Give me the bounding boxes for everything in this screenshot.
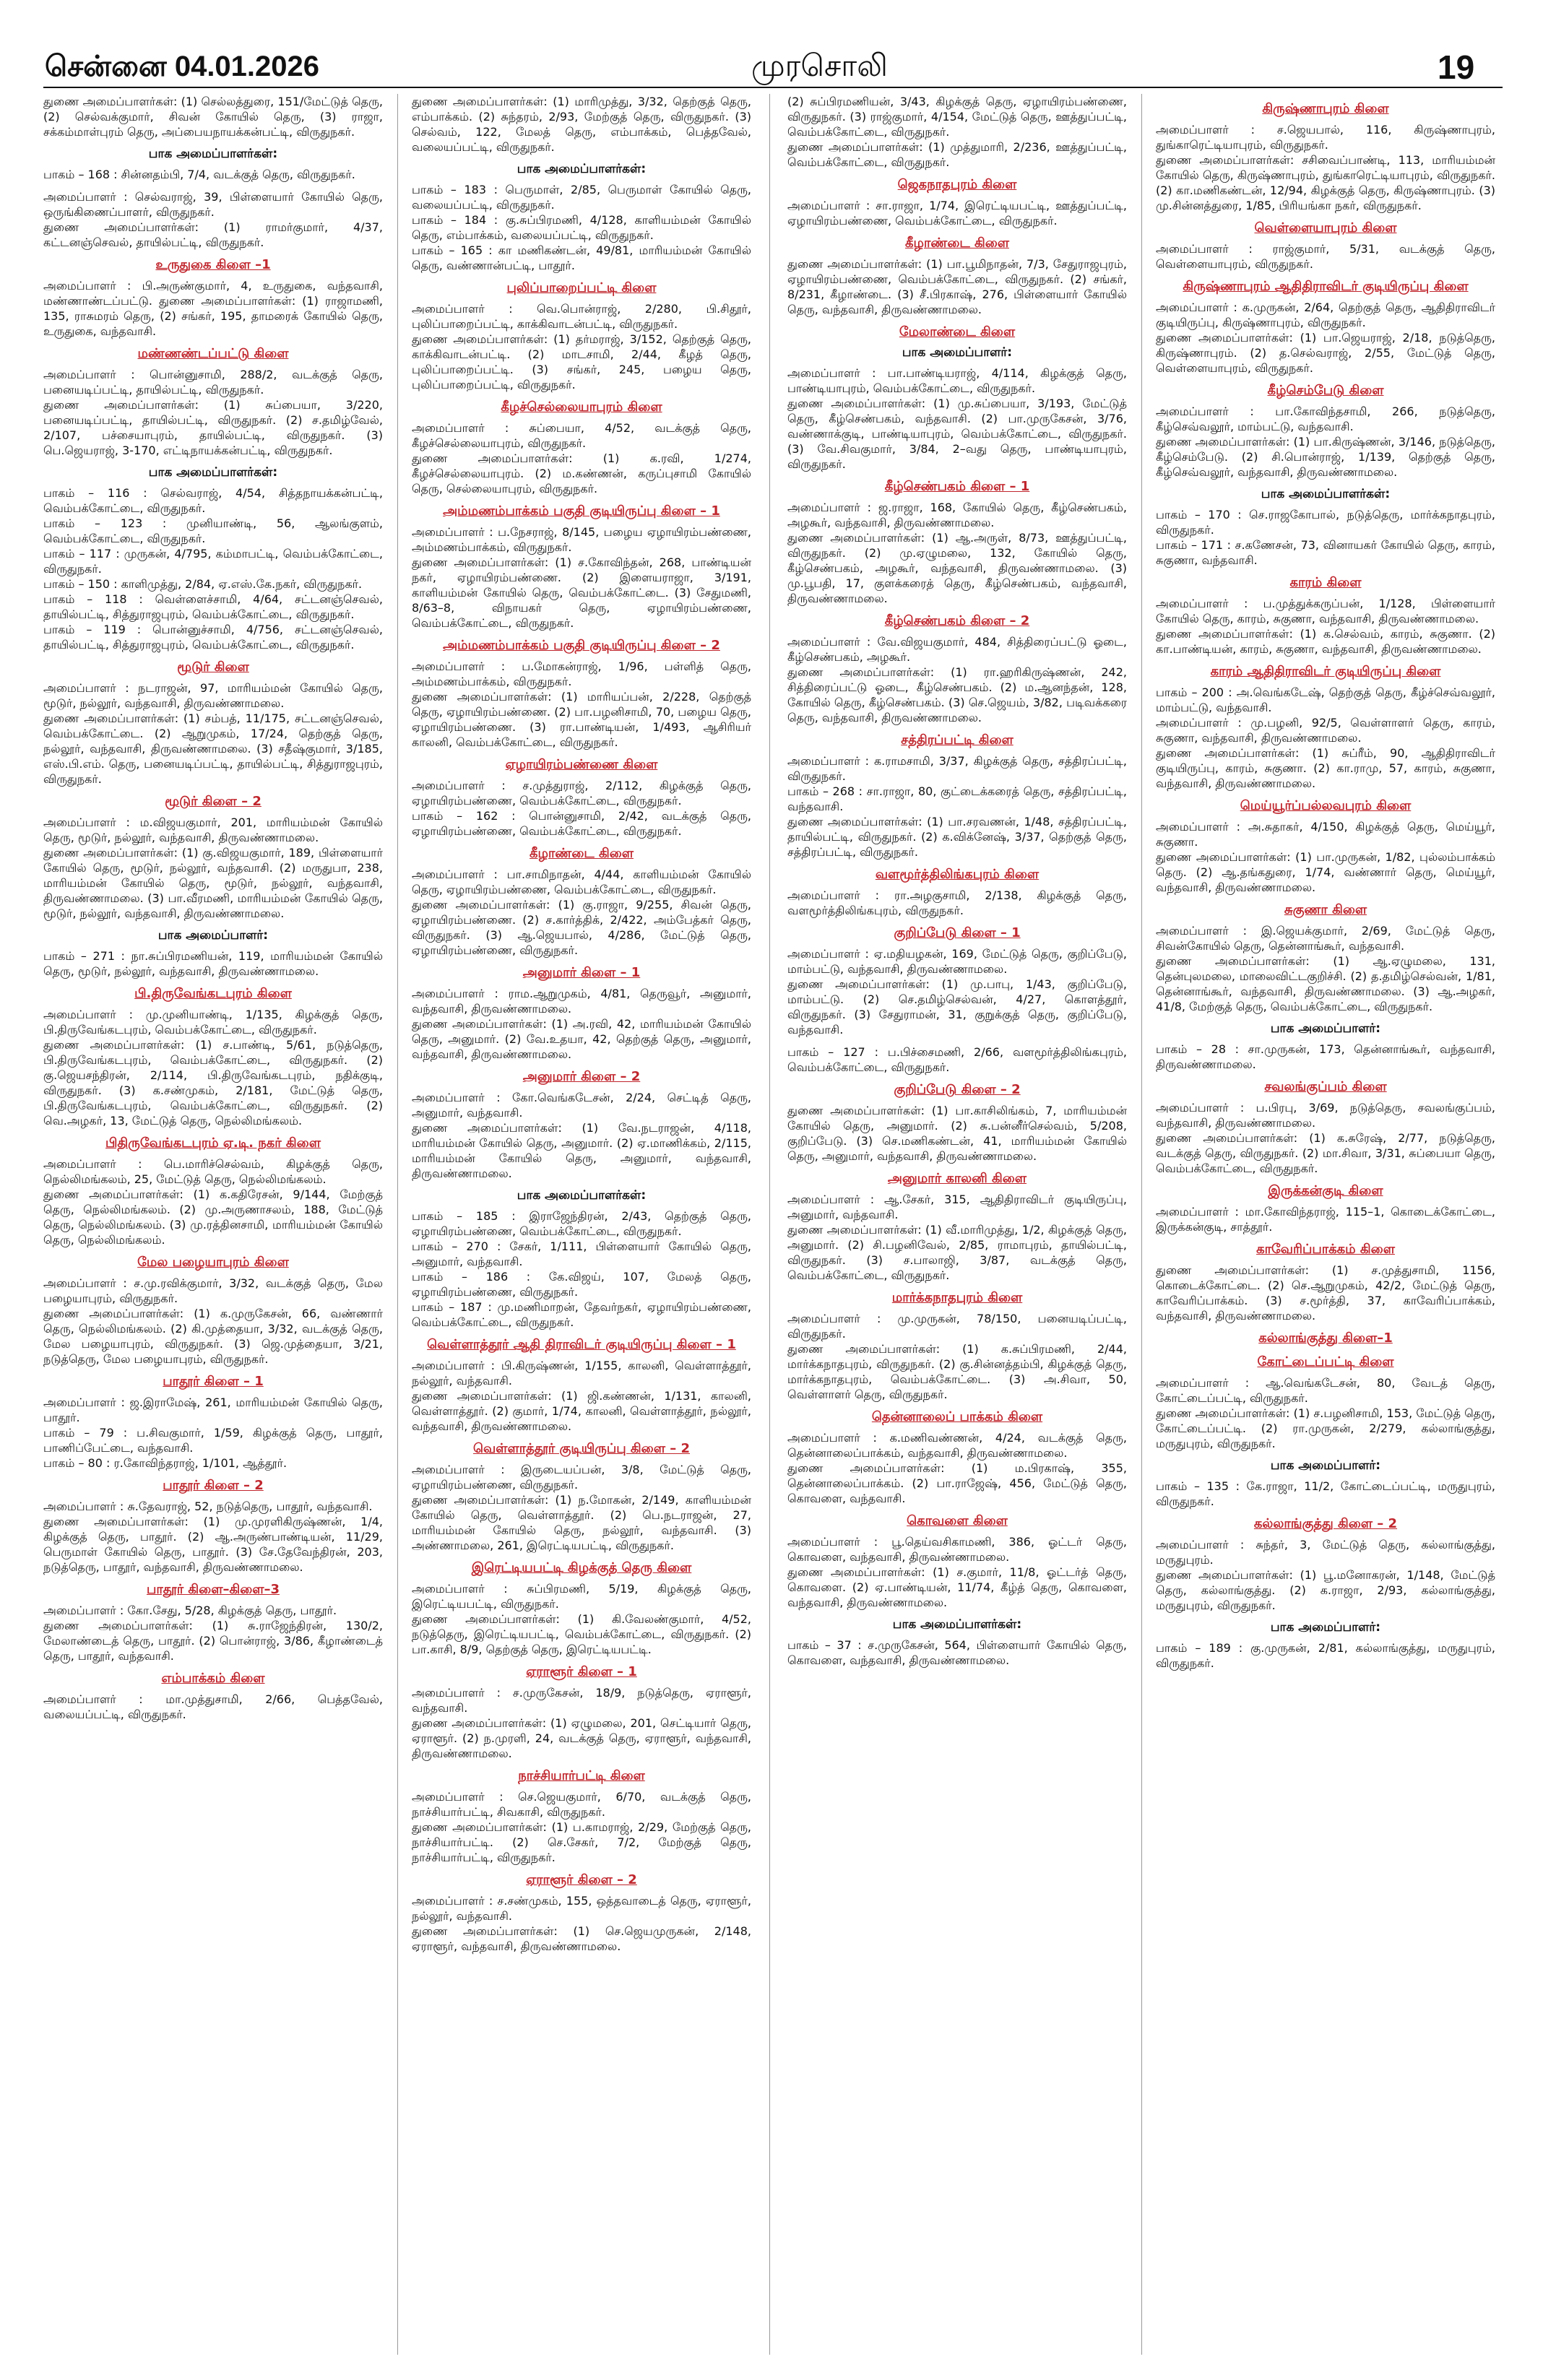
entry-line: அமைப்பாளர் : பி.கிருஷ்ணன், 1/155, காலனி, வெள்ளாத்தூர், நல்லூர், வந்தவாசி. [412,1359,751,1388]
branch-heading: கீழச்செல்லையாபுரம் கிளை [501,399,662,415]
branch-heading: கீழாண்டை கிளை [905,235,1009,251]
entry-line: பாகம் – 170 : செ.ராஜகோபால், நடுத்தெரு, மார்க்கநாதபுரம், விருதுநகர். [1156,508,1495,537]
text-block [412,1581,751,1657]
entry-line: அமைப்பாளர் : சுப்பையா, 4/52, வடக்குத் தெரு, கீழச்செல்லையாபுரம், விருதுநகர். [412,421,751,450]
entry-line: துணை அமைப்பாளர்கள்: (1) வே.நடராஜன், 4/118, மாரியம்மன் கோயில் தெரு, அனுமார். (2) ஏ.மாணிக்கம், 2/115, மாரியம்மன் கோயில் தெரு, அனுமார், வந்தவாசி, திருவண்ணாமலை. [412,1121,751,1180]
text-block [1156,241,1495,272]
entry-line: துணை அமைப்பாளர்கள்: (1) ம.பிரகாஷ், 355, தென்னாலைப்பாக்கம். (2) பா.ராஜேஷ், 456, மேட்டுத் தெரு, கொவளை, வந்தவாசி. [787,1461,1127,1505]
entry-line: துணை அமைப்பாளர்கள்: (1) பா.சரவணன், 1/48, சத்திரப்பட்டி, தாயில்பட்டி, விருதுநகர். (2) க.விக்னேஷ், 3/37, தெற்குத் தெரு, சத்திரப்பட்டி, விருதுநகர். [787,815,1127,859]
entry-line: அமைப்பாளர் : பெ.மாரிச்செல்வம், கிழக்குத் தெரு, நெல்லிமங்கலம், 25, மேட்டுத் தெரு, நெல்லிமங்கலம். [43,1157,383,1186]
text-block [43,189,383,250]
text-block [787,946,1127,1037]
branch-heading: கீழ்செண்பகம் கிளை – 2 [884,613,1030,628]
text-block [787,1311,1127,1402]
text-block [1156,685,1495,791]
entry-line: துணை அமைப்பாளர்கள்: (1) க.செல்வம், காரம், சுகுணா. (2) கா.பாண்டியன், காரம், சுகுணா, வந்தவாசி, திருவண்ணாமலை. [1156,627,1495,656]
entry-line: அமைப்பாளர் : இருடையப்பன், 3/8, மேட்டுத் தெரு, ஏழாயிரம்பண்ணை, விருதுநகர். [412,1463,751,1492]
entry-line: அமைப்பாளர் : பொன்னுசாமி, 288/2, வடக்குத் தெரு, பனையடிப்பட்டி, தாயில்பட்டி, விருதுநகர். [43,368,383,397]
entry-line: துணை அமைப்பாளர்கள்: (1) ராமர்குமார், 4/37, கட்டனஞ்செவல், தாயில்பட்டி, விருதுநகர். [43,220,383,249]
sub-heading: பாக அமைப்பாளர்கள்: [148,147,278,161]
text-block [1156,596,1495,657]
branch-heading: சுகுணா கிளை [1284,902,1367,917]
branch-heading: பி.திருவேங்கடபுரம் கிளை [134,986,292,1001]
entry-line: பாகம் – 123 : முனியாண்டி, 56, ஆலங்குளம், வெம்பக்கோட்டை, விருதுநகர். [43,516,383,545]
branch-heading: கீழாண்டை கிளை [530,846,634,861]
entry-line: பாகம் – 37 : ச.முருகேசன், 564, பிள்ளையார் கோயில் தெரு, கொவளை, வந்தவாசி, திருவண்ணாமலை. [787,1638,1127,1667]
entry-line: அமைப்பாளர் : மு.முருகன், 78/150, பனையடிப்பட்டி, விருதுநகர். [787,1312,1127,1341]
entry-line: பாகம் – 171 : ச.கணேசன், 73, வினாயகர் கோயில் தெரு, காரம், சுகுணா, வந்தவாசி. [1156,538,1495,567]
text-block [43,815,383,921]
text-block [412,1462,751,1553]
branch-heading: மெய்யூர்ப்பல்லவபுரம் கிளை [1240,798,1412,813]
entry-line: அமைப்பாளர் : ம.விஜயகுமார், 201, மாரியம்மன் கோயில் தெரு, மூடுர், நல்லூர், வந்தவாசி, திருவண்ணாமலை. [43,815,383,844]
entry-line: துணை அமைப்பாளர்கள்: (1) பூ.மனோகரன், 1/148, மேட்டுத் தெரு, கல்லாங்குத்து. (2) க.ராஜா, 2/93, கல்லாங்குத்து, மருதுபுரம், விருதுநகர். [1156,1568,1495,1612]
entry-line: துணை அமைப்பாளர்கள்: (1) ஆ.ஏழுமலை, 131, தென்புலமலை, மாலைவிட்டகுறிச்சி. (2) த.தமிழ்செல்வன், 1/81, தென்னாங்கூர், வந்தவாசி, திருவண்ணாமலை. (3) ஆ.அழகர், 41/8, மேற்குத் தெரு, வெம்பக்கோட்டை, விருதுநகர். [1156,954,1495,1013]
text-block [787,753,1127,860]
entry-line: துணை அமைப்பாளர்கள்: (1) பா.பூமிநாதன், 7/3, சேதுராஜபுரம், ஏழாயிரம்பண்ணை, வெம்பக்கோட்டை, விருதுநகர். (2) சங்கர், 8/231, கீழாண்டை. (3) சீ.பிரகாஷ், 276, பிள்ளையார் கோயில் தெரு, வந்தவாசி, திருவண்ணாமலை. [787,257,1127,316]
branch-heading: கல்லாங்குத்து கிளை – 2 [1253,1516,1398,1531]
entry-line: பாகம் – 187 : மு.மணிமாறன், தேவர்நகர், ஏழாயிரம்பண்ணை, வெம்பக்கோட்டை, விருதுநகர். [412,1300,751,1329]
entry-line: பாகம் – 116 : செல்வராஜ், 4/54, சித்தநாயக்கன்பட்டி, வெம்பக்கோட்டை, விருதுநகர். [43,486,383,515]
branch-heading: காரம் ஆதிதிராவிடர் குடியிருப்பு கிளை [1210,664,1441,679]
entry-line: துணை அமைப்பாளர்கள்: (1) ஏழுமலை, 201, செட்டியார் தெரு, ஏராளூர். (2) ந.முரளி, 24, வடக்குத் தெரு, ஏராளூர், வந்தவாசி, திருவண்ணாமலை. [412,1716,751,1760]
text-block [1156,300,1495,376]
entry-line: அமைப்பாளர் : ச.சண்முகம், 155, ஒத்தவாடைத் தெரு, ஏராளூர், நல்லூர், வந்தவாசி. [412,1894,751,1923]
edition-date: சென்னை 04.01.2026 [45,51,320,82]
entry-line: பாகம் – 79 : ப.சிவகுமார், 1/59, கிழக்குத் தெரு, பாதூர், பாணிப்பேட்டை, வந்தவாசி. [43,1426,383,1455]
entry-line: துணை அமைப்பாளர்கள்: (1) ச.முத்துசாமி, 1156, கொடைக்கோட்டை. (2) செ.ஆறுமுகம், 42/2, மேட்டுத் தெரு, காவேரிப்பாக்கம். (3) ச.மூர்த்தி, 37, காவேரிப்பாக்கம், வந்தவாசி, திருவண்ணாமலை. [1156,1263,1495,1323]
text-block [787,198,1127,228]
text-block [412,420,751,496]
entry-line: அமைப்பாளர் : ஜ.ராஜா, 168, கோயில் தெரு, கீழ்செண்பகம், அழகூர், வந்தவாசி, திருவண்ணாமலை. [787,501,1127,529]
sub-heading: பாக அமைப்பாளர்: [1270,1021,1381,1036]
entry-line: துணை அமைப்பாளர்கள்: (1) கி.வேலண்குமார், 4/52, நடுத்தெரு, இரெட்டியபட்டி, வெம்பக்கோட்டை, விருதுநகர். (2) பா.காசி, 8/9, தெற்குத் தெரு, இரெட்டியபட்டி. [412,1612,751,1656]
text-block [43,367,383,458]
text-block [1156,1263,1495,1323]
entry-line: அமைப்பாளர் : ராம.ஆறுமுகம், 4/81, தெருவூர், அனுமார், வந்தவாசி, திருவண்ணாமலை. [412,987,751,1016]
branch-heading: உருதுகை கிளை –1 [155,257,271,272]
text-block [1156,923,1495,1014]
text-block [412,1685,751,1761]
entry-line: துணை அமைப்பாளர்கள்: (1) ப.காமராஜ், 2/29, மேற்குத் தெரு, நாச்சியார்பட்டி. (2) செ.சேகர், 7/2, மேற்குத் தெரு, நாச்சியார்பட்டி, விருதுநகர். [412,1820,751,1864]
entry-line: துணை அமைப்பாளர்கள்: (1) தர்மராஜ், 3/152, தெற்குத் தெரு, காக்கிவாடன்பட்டி. (2) மாடசாமி, 2/44, கீழத் தெரு, புலிப்பாறைப்பட்டி. (3) சங்கர், 245, பழைய தெரு, புலிப்பாறைப்பட்டி, விருதுநகர். [412,332,751,391]
text-block [43,1276,383,1367]
entry-line: பாகம் – 165 : கா மணிகண்டன், 49/81, மாரியம்மன் கோயில் தெரு, வண்ணான்பட்டி, பாதூர். [412,243,751,272]
column-divider [769,94,770,2355]
text-block [787,94,1127,170]
sub-heading: பாக அமைப்பாளர்கள்: [517,1188,647,1203]
branch-heading: பிதிருவேங்கடபுரம் ஏ.டி. நகர் கிளை [105,1135,321,1151]
text-block [787,1534,1127,1610]
entry-line: துணை அமைப்பாளர்கள்: (1) பா.ஜெயராஜ், 2/18, நடுத்தெரு, கிருஷ்ணாபுரம். (2) த.செல்வராஜ், 2/55, மேட்டுத் தெரு, வெள்ளையாபுரம், விருதுநகர். [1156,331,1495,375]
branch-heading: சவலங்குப்பம் கிளை [1264,1079,1387,1094]
entry-line: பாகம் – 186 : கே.விஜய், 107, மேலத் தெரு, ஏழாயிரம்பண்ணை, விருதுநகர். [412,1270,751,1299]
entry-line: பாகம் – 271 : நா.சுப்பிரமணியன், 119, மாரியம்மன் கோயில் தெரு, மூடுர், நல்லூர், வந்தவாசி, திருவண்ணாமலை. [43,949,383,978]
text-block [43,1156,383,1247]
entry-line: அமைப்பாளர் : செல்வராஜ், 39, பிள்ளையார் கோயில் தெரு, ஒருங்கிணைப்பாளர், விருதுநகர். [43,190,383,219]
branch-heading: சத்திரப்பட்டி கிளை [901,732,1013,748]
entry-line: பாகம் – 127 : ப.பிச்சைமணி, 2/66, வளமூர்த்திலிங்கபுரம், வெம்பக்கோட்டை, விருதுநகர். [787,1045,1127,1074]
branch-heading: கிருஷ்ணாபுரம் கிளை [1262,101,1389,116]
branch-heading: குறிப்பேடு கிளை – 1 [894,925,1021,940]
entry-line: பாகம் – 162 : பொன்னுசாமி, 2/42, வடக்குத் தெரு, ஏழாயிரம்பண்ணை, வெம்பக்கோட்டை, விருதுநகர். [412,809,751,838]
entry-line: துணை அமைப்பாளர்கள்: (1) க.ரவி, 1/274, கீழச்செல்லையாபுரம். (2) ம.கண்ணன், கருப்புசாமி கோயில் தெரு, செல்லையாபுரம், விருதுநகர். [412,451,751,496]
entry-line: பாகம் – 183 : பெருமாள், 2/85, பெருமாள் கோயில் தெரு, வலையப்பட்டி, விருதுநகர். [412,183,751,212]
sub-heading: பாக அமைப்பாளர்: [1270,1458,1381,1473]
entry-line: பாகம் – 135 : கே.ராஜா, 11/2, கோட்டைப்பட்டி, மருதுபுரம், விருதுநகர். [1156,1479,1495,1508]
entry-line: பாகம் – 270 : சேகர், 1/111, பிள்ளையார் கோயில் தெரு, அனுமார், வந்தவாசி. [412,1239,751,1268]
entry-line: அமைப்பாளர் : ஏ.மதியழகன், 169, மேட்டுத் தெரு, குறிப்பேடு, மாம்பட்டு, வந்தவாசி, திருவண்ணாமலை. [787,947,1127,976]
branch-heading: கிருஷ்ணாபுரம் ஆதிதிராவிடர் குடியிருப்பு கிளை [1183,279,1469,294]
entry-line: பாகம் – 28 : சா.முருகன், 173, தென்னாங்கூர், வந்தவாசி, திருவண்ணாமலை. [1156,1042,1495,1071]
entry-line: அமைப்பாளர் : சா.ராஜா, 1/74, இரெட்டியபட்டி, ஊத்துப்பட்டி, ஏழாயிரம்பண்ணை, வெம்பக்கோட்டை, விருதுநகர். [787,199,1127,228]
page-number: 19 [1438,48,1475,86]
entry-line: துணை அமைப்பாளர்கள்: (1) க.முருகேசன், 66, வண்ணார் தெரு, நெல்லிமங்கலம். (2) கி.முத்தையா, 3/32, வடக்குத் தெரு, மேல பழையாபுரம், விருதுநகர். (3) ஜெ.முத்தையா, 3/21, நடுத்தெரு, மேல பழையாபுரம், விருதுநகர். [43,1307,383,1366]
entry-line: அமைப்பாளர் : ப.முத்துக்கருப்பன், 1/128, பிள்ளையார் கோயில் தெரு, காரம், சுகுணா, வந்தவாசி, திருவண்ணாமலை. [1156,597,1495,626]
branch-heading: ஜெகநாதபுரம் கிளை [897,177,1017,192]
entry-line: அமைப்பாளர் : கோ.வெங்கடேசன், 2/24, செட்டித் தெரு, அனுமார், வந்தவாசி. [412,1091,751,1120]
branch-heading: அனுமார் கிளை – 1 [522,965,641,980]
sub-heading: பாக அமைப்பாளர்கள்: [1261,487,1391,501]
branch-heading: இரெட்டியபட்டி கிழக்குத் தெரு கிளை [471,1560,692,1575]
entry-line: துணை அமைப்பாளர்கள்: (1) முத்துமாரி, 2/236, ஊத்துப்பட்டி, வெம்பக்கோட்டை, விருதுநகர். [787,140,1127,169]
text-block [43,948,383,979]
entry-line: அமைப்பாளர் : நடராஜன், 97, மாரியம்மன் கோயில் தெரு, மூடுர், நல்லூர், வந்தவாசி, திருவண்ணாமலை. [43,681,383,710]
branch-heading: மேலாண்டை கிளை [899,324,1016,339]
text-block [43,278,383,339]
text-block [1156,122,1495,213]
text-block [1156,819,1495,895]
branch-heading: வளமூர்த்திலிங்கபுரம் கிளை [875,867,1040,882]
column-divider [1141,94,1142,2355]
entry-line: அமைப்பாளர் : செ.ஜெயகுமார், 6/70, வடக்குத் தெரு, நாச்சியார்பட்டி, சிவகாசி, விருதுநகர். [412,1790,751,1819]
entry-line: துணை அமைப்பாளர்கள்: (1) மு.பாபு, 1/43, குறிப்பேடு, மாம்பட்டு. (2) செ.தமிழ்செல்வன், 4/27, கொளத்தூர், விருதுநகர். (3) சேதுராமன், 31, குறுக்குத் தெரு, குறிப்பேடு, வந்தவாசி. [787,977,1127,1037]
entry-line: துணை அமைப்பாளர்கள்: (1) வீ.மாரிமுத்து, 1/2, கிழக்குத் தெரு, அனுமார். (2) சி.பழனிவேல், 2/85, ராமாபுரம், தாயில்பட்டி, விருதுநகர். (3) ச.பாலாஜி, 3/87, வடக்குத் தெரு, வெம்பக்கோட்டை, விருதுநகர். [787,1223,1127,1282]
text-block [43,1395,383,1471]
column-1 [43,94,383,2355]
entry-line: அமைப்பாளர் : பா.பாண்டியராஜ், 4/114, கிழக்குத் தெரு, பாண்டியாபுரம், வெம்பக்கோட்டை, விருதுநகர். [787,366,1127,395]
text-block [412,94,751,155]
entry-line: அமைப்பாளர் : ப.பிரபு, 3/69, நடுத்தெரு, சவலங்குப்பம், வந்தவாசி, திருவண்ணாமலை. [1156,1101,1495,1130]
branch-heading: கொவளை கிளை [907,1513,1008,1528]
branch-heading: அனுமார் கிளை – 2 [522,1069,641,1084]
text-block [412,1893,751,1954]
branch-heading: ஏராளூர் கிளை – 2 [526,1872,637,1887]
text-block [787,1192,1127,1283]
entry-line: துணை அமைப்பாளர்கள்: (1) சு.ராஜேந்திரன், 130/2, மேலாண்டைத் தெரு, பாதூர். (2) பொன்ராஜ், 3/86, கீழாண்டைத் தெரு, பாதூர், வந்தவாசி. [43,1619,383,1663]
branch-heading: மார்க்கநாதபுரம் கிளை [891,1290,1023,1305]
branch-heading: தென்னாலைப் பாக்கம் கிளை [871,1409,1043,1424]
text-block [787,634,1127,725]
entry-line: அமைப்பாளர் : மு.முனியாண்டி, 1/135, கிழக்குத் தெரு, பி.திருவேங்கடபுரம், வெம்பக்கோட்டை, விருதுநகர். [43,1008,383,1037]
text-block [1156,1100,1495,1176]
entry-line: அமைப்பாளர் : வெ.பொன்ராஜ், 2/280, பி.சிதூர், புலிப்பாறைப்பட்டி, காக்கிவாடன்பட்டி, விருதுநகர். [412,302,751,331]
entry-line: துணை அமைப்பாளர்கள்: (1) ச.கோவிந்தன், 268, பாண்டியன் நகர், ஏழாயிரம்பண்ணை. (2) இளையராஜா, 3/191, காளியம்மன் கோயில் தெரு, வெம்பக்கோட்டை. (3) சேதுமணி, 8/63–8, விநாயகர் தெரு, ஏழாயிரம்பண்ணை, வெம்பக்கோட்டை, விருதுநகர். [412,555,751,630]
entry-line: அமைப்பாளர் : ஜ.இராமேஷ், 261, மாரியம்மன் கோயில் தெரு, பாதூர். [43,1395,383,1424]
entry-line: அமைப்பாளர் : பா.கோவிந்தசாமி, 266, நடுத்தெரு, கீழ்செவ்வலூர், மாம்பட்டு, வந்தவாசி. [1156,404,1495,433]
entry-line: பாகம் – 118 : வெள்ளைச்சாமி, 4/64, சட்டனஞ்செவல், தாயில்பட்டி, சித்துராஜபுரம், வெம்பக்கோட்டை, விருதுநகர். [43,592,383,621]
entry-line: அமைப்பாளர் : க.ராமசாமி, 3/37, கிழக்குத் தெரு, சத்திரப்பட்டி, விருதுநகர். [787,754,1127,783]
text-block [412,524,751,631]
entry-line: துணை அமைப்பாளர்கள்: (1) மாரிமுத்து, 3/32, தெற்குத் தெரு, எம்பாக்கம். (2) சுந்தரம், 2/93, மேற்குத் தெரு, விருதுநகர். (3) செல்வம், 122, மேலத் தெரு, எம்பாக்கம், பெத்தவேல், வலையப்பட்டி, விருதுநகர். [412,95,751,154]
text-block [787,365,1127,472]
text-block [412,867,751,958]
entry-line: துணை அமைப்பாளர்கள்: (1) சுப்ரீம், 90, ஆதிதிராவிடர் குடியிருப்பு, காரம், சுகுணா. (2) கா.ராமு, 57, காரம், சுகுணா, வந்தவாசி, திருவண்ணாமலை. [1156,746,1495,790]
newspaper-name: முரசொலி [751,48,888,83]
text-block [787,256,1127,317]
entry-line: அமைப்பாளர் : ச.முருகேசன், 18/9, நடுத்தெரு, ஏராளூர், வந்தவாசி. [412,1686,751,1715]
entry-line: துணை அமைப்பாளர்கள்: (1) மு.முரளிகிருஷ்ணன், 1/4, கிழக்குத் தெரு, பாதூர். (2) ஆ.அருண்பாண்டியன், 11/29, பெருமாள் கோயில் தெரு, பாதூர். (3) சே.தேவேந்திரன், 203, நடுத்தெரு, பாதூர், வந்தவாசி, திருவண்ணாமலை. [43,1515,383,1574]
entry-line: துணை அமைப்பாளர்கள்: (1) மு.சுப்பையா, 3/193, மேட்டுத் தெரு, கீழ்செண்பகம், வந்தவாசி. (2) பா.முருகேசன், 3/76, வண்ணாக்குடி, பாண்டியாபுரம், வெம்பக்கோட்டை, விருதுநகர். (3) வே.சிவகுமார், 3/84, 2–வது தெரு, பாண்டியாபுரம், விருதுநகர். [787,397,1127,471]
entry-line: பாகம் – 189 : கு.முருகன், 2/81, கல்லாங்குத்து, மருதுபுரம், விருதுநகர். [1156,1641,1495,1670]
entry-line: துணை அமைப்பாளர்கள்: (1) பா.முருகன், 1/82, புல்லம்பாக்கம் தெரு. (2) ஆ.தங்கதுரை, 1/74, வண்ணார் தெரு, மெய்யூர், வந்தவாசி, திருவண்ணாமலை. [1156,850,1495,894]
branch-heading: பாதூர் கிளை – 1 [163,1374,264,1389]
branch-heading: மேல பழையாபுரம் கிளை [137,1255,289,1270]
entry-line: துணை அமைப்பாளர்கள்: (1) செ.ஜெயமுருகன், 2/148, ஏராளூர், வந்தவாசி, திருவண்ணாமலை. [412,1924,751,1953]
branch-heading: புலிப்பாறைப்பட்டி கிளை [506,280,657,295]
text-block [412,1090,751,1181]
entry-line: பாகம் – 80 : ர.கோவிந்தராஜ், 1/101, ஆத்தூர். [43,1456,288,1470]
branch-heading: ஏராளூர் கிளை – 1 [526,1664,637,1679]
text-block [1156,1204,1495,1234]
text-block [787,1044,1127,1075]
text-block [412,1208,751,1330]
text-block [787,1430,1127,1506]
entry-line: துணை அமைப்பாளர்கள்: சசிவைப்பாண்டி, 113, மாரியம்மன் கோயில் தெரு, கிருஷ்ணாபுரம், துங்காரெட்டியாபுரம், விருதுநகர். (2) கா.மணிகண்டன், 12/94, கிழக்குத் தெரு, கிருஷ்ணாபுரம். (3) மு.சின்னத்துரை, 1/85, பிரியங்கா நகர், விருதுநகர். [1156,153,1495,212]
entry-line: பாகம் – 117 : முருகன், 4/795, கம்மாபட்டி, வெம்பக்கோட்டை, விருதுநகர். [43,547,383,576]
branch-heading: அம்மணம்பாக்கம் பகுதி குடியிருப்பு கிளை – 1 [443,503,720,519]
text-block [412,1789,751,1865]
sub-heading: பாக அமைப்பாளர்: [1270,1620,1381,1635]
text-block [787,1103,1127,1164]
branch-heading: கோட்டைப்பட்டி கிளை [1257,1354,1394,1369]
column-4 [1156,94,1495,2355]
text-block [787,888,1127,918]
branch-heading: வெள்ளாத்தூர் ஆதி திராவிடர் குடியிருப்பு கிளை – 1 [427,1337,736,1352]
text-block [1156,507,1495,568]
text-block [787,1637,1127,1668]
entry-line: (2) சுப்பிரமணியன், 3/43, கிழக்குத் தெரு, ஏழாயிரம்பண்ணை, விருதுநகர். (3) ராஜ்குமார், 4/154, மேட்டுத் தெரு, ஊத்துப்பட்டி, வெம்பக்கோட்டை, விருதுநகர். [787,95,1127,139]
column-3 [787,94,1127,2355]
sub-heading: பாக அமைப்பாளர்: [157,928,269,943]
branch-heading: காரம் கிளை [1289,575,1362,590]
text-block [43,1692,383,1722]
masthead-rule [43,87,1503,88]
branch-heading: கீழ்செண்பகம் கிளை – 1 [884,479,1030,494]
entry-line: துணை அமைப்பாளர்கள்: (1) க.கதிரேசன், 9/144, மேற்குத் தெரு, நெல்லிமங்கலம். (2) மு.அருணாசலம், 188, மேட்டுத் தெரு, நெல்லிமங்கலம். (3) மு.ரத்தினசாமி, மாரியம்மன் கோயில் தெரு, நெல்லிமங்கலம். [43,1187,383,1247]
page-columns [43,94,1503,2362]
sub-heading: பாக அமைப்பாளர்: [902,345,1013,360]
entry-line: அமைப்பாளர் : பி.அருண்குமார், 4, உருதுகை, வந்தவாசி, மண்ணாண்டப்பட்டு. துணை அமைப்பாளர்கள்: (1) ராஜாமணி, 135, ராசுமரம் தெரு, (2) சங்கர், 195, தாமரைக் கோயில் தெரு, உருதுகை, வந்தவாசி. [43,279,383,338]
entry-line: அமைப்பாளர் : ஆ.சேகர், 315, ஆதிதிராவிடர் குடியிருப்பு, அனுமார், வந்தவாசி. [787,1193,1127,1221]
text-block [412,301,751,392]
entry-line: துணை அமைப்பாளர்கள்: (1) மாரியப்பன், 2/228, தெற்குத் தெரு, ஏழாயிரம்பண்ணை. (2) பா.பழனிசாமி, 70, பழைய தெரு, ஏழாயிரம்பண்ணை. (3) ரா.பாண்டியன், 1/493, ஆசிரியர் காலனி, வெம்பக்கோட்டை, விருதுநகர். [412,690,751,749]
branch-heading: வெள்ளையாபுரம் கிளை [1254,220,1397,235]
entry-line: அமைப்பாளர் : பா.சாமிநாதன், 4/44, காளியம்மன் கோயில் தெரு, ஏழாயிரம்பண்ணை, வெம்பக்கோட்டை, விருதுநகர். [412,867,751,896]
branch-heading: பாதூர் கிளை–கிளை–3 [146,1582,280,1597]
entry-line: அமைப்பாளர் : மா.கோவிந்தராஜ், 115–1, கொடைக்கோட்டை, இருக்கன்குடி, சாத்தூர். [1156,1205,1495,1234]
entry-line: அமைப்பாளர் : மா.முத்துசாமி, 2/66, பெத்தவேல், வலையப்பட்டி, விருதுநகர். [43,1692,383,1721]
branch-heading: வெள்ளாத்தூர் குடியிருப்பு கிளை – 2 [473,1441,690,1456]
entry-line: துணை அமைப்பாளர்கள்: (1) செல்லத்துரை, 151/மேட்டுத் தெரு, (2) செல்வக்குமார், சிவன் கோயில் தெரு, (3) ராஜா, சக்கம்மாள்புரம் தெரு, அப்பையநாயக்கன்பட்டி, விருதுநகர். [43,95,383,139]
text-block [412,1358,751,1434]
entry-line: பாகம் – 268 : சா.ராஜா, 80, குட்டைக்கரைத் தெரு, சத்திரப்பட்டி, வந்தவாசி. [787,784,1127,813]
entry-line: துணை அமைப்பாளர்கள்: (1) பா.காசிலிங்கம், 7, மாரியம்மன் கோயில் தெரு, அனுமார். (2) சு.பன்னீர்செல்வம், 5/208, குறிப்பேடு. (3) செ.மணிகண்டன், 41, மாரியம்மன் கோயில் தெரு, அனுமார், வந்தவாசி, திருவண்ணாமலை. [787,1104,1127,1163]
entry-line: அமைப்பாளர் : ஆ.வெங்கடேசன், 80, வேடத் தெரு, கோட்டைப்பட்டி, விருதுநகர். [1156,1376,1495,1405]
entry-line: துணை அமைப்பாளர்கள்: (1) ஜி.கண்ணன், 1/131, காலனி, வெள்ளாத்தூர். (2) குமார், 1/74, காலனி, வெள்ளாத்தூர், நல்லூர், வந்தவாசி, திருவண்ணாமலை. [412,1389,751,1433]
text-block [43,1499,383,1575]
branch-heading: மூடுர் கிளை – 2 [165,794,262,809]
branch-heading: அம்மணம்பாக்கம் பகுதி குடியிருப்பு கிளை – 2 [443,638,720,653]
branch-heading: ஏழாயிரம்பண்ணை கிளை [505,757,658,772]
entry-line: துணை அமைப்பாளர்கள்: (1) ஆ.அருள், 8/73, ஊத்துப்பட்டி, விருதுநகர். (2) மு.ஏழுமலை, 132, கோயில் தெரு, கீழ்செண்பகம், அழகூர், வந்தவாசி, திருவண்ணாமலை. (3) மு.பூபதி, 17, குளக்கரைத் தெரு, கீழ்செண்பகம், வந்தவாசி, திருவண்ணாமலை. [787,531,1127,605]
entry-line: அமைப்பாளர் : ச.முத்துராஜ், 2/112, கிழக்குத் தெரு, ஏழாயிரம்பண்ணை, வெம்பக்கோட்டை, விருதுநகர். [412,779,751,808]
entry-line: பாகம் – 184 : கு.சுப்பிரமணி, 4/128, காளியம்மன் கோயில் தெரு, எம்பாக்கம், வலையப்பட்டி, விருதுநகர். [412,213,751,242]
text-block [412,778,751,839]
entry-line: பாகம் – 185 : இராஜேந்திரன், 2/43, தெற்குத் தெரு, ஏழாயிரம்பண்ணை, வெம்பக்கோட்டை, விருதுநகர். [412,1209,751,1238]
branch-heading: குறிப்பேடு கிளை – 2 [894,1082,1021,1097]
text-block [1156,404,1495,480]
text-block [787,500,1127,606]
entry-line: அமைப்பாளர் : ச.மு.ரவிக்குமார், 3/32, வடக்குத் தெரு, மேல பழையாபுரம், விருதுநகர். [43,1276,383,1305]
text-block [43,680,383,787]
entry-line: அமைப்பாளர் : இ.ஜெயக்குமார், 2/69, மேட்டுத் தெரு, சிவன்கோயில் தெரு, தென்னாங்கூர், வந்தவாசி. [1156,924,1495,953]
text-block [43,94,383,139]
entry-line: பாகம் – 168 : சின்னதம்பி, 7/4, வடக்குத் தெரு, விருதுநகர். [43,168,355,181]
entry-line: அமைப்பாளர் : அ.சுதாகர், 4/150, கிழக்குத் தெரு, மெய்யூர், சுகுணா. [1156,820,1495,849]
branch-heading: மூடுர் கிளை [177,659,249,675]
entry-line: அமைப்பாளர் : ரா.அழகுசாமி, 2/138, கிழக்குத் தெரு, வளமூர்த்திலிங்கபுரம், விருதுநகர். [787,888,1127,917]
entry-line: அமைப்பாளர் : க.முருகன், 2/64, தெற்குத் தெரு, ஆதிதிராவிடர் குடியிருப்பு, கிருஷ்ணாபுரம், விருதுநகர். [1156,300,1495,329]
text-block [43,1603,383,1663]
branch-heading: கீழ்செம்பேடு கிளை [1267,383,1384,398]
entry-line: அமைப்பாளர் : ராஜ்குமார், 5/31, வடக்குத் தெரு, வெள்ளையாபுரம், விருதுநகர். [1156,242,1495,271]
entry-line: அமைப்பாளர் : க.மணிவண்ணன், 4/24, வடக்குத் தெரு, தென்னாலைப்பாக்கம், வந்தவாசி, திருவண்ணாமலை. [787,1431,1127,1460]
entry-line: துணை அமைப்பாளர்கள்: (1) அ.ரவி, 42, மாரியம்மன் கோயில் தெரு, அனுமார். (2) வே.உதயா, 42, தெற்குத் தெரு, அனுமார், வந்தவாசி, திருவண்ணாமலை. [412,1017,751,1061]
text-block [1156,1640,1495,1671]
sub-heading: பாக அமைப்பாளர்கள்: [517,162,647,176]
branch-heading: நாச்சியார்பட்டி கிளை [518,1768,645,1783]
entry-line: துணை அமைப்பாளர்கள்: (1) ச.பாண்டி, 5/61, நடுத்தெரு, பி.திருவேங்கடபுரம், வெம்பக்கோட்டை, விருதுநகர். (2) கு.ஜெயசந்திரன், 2/114, பி.திருவேங்கடபுரம், நதிக்குடி, விருதுநகர். (3) க.சண்முகம், 2/181, மேட்டுத் தெரு, பி.திருவேங்கடபுரம், வெம்பக்கோட்டை, விருதுநகர். (2) வெ.அழகர், 13, மேட்டுத் தெரு, நெல்லிமங்கலம். [43,1038,383,1128]
branch-heading: கல்லாங்குத்து கிளை–1 [1258,1330,1393,1346]
entry-line: பாகம் – 119 : பொன்னுச்சாமி, 4/756, சட்டனஞ்செவல், தாயில்பட்டி, சித்துராஜபுரம், வெம்பக்கோட்டை, விருதுநகர். [43,623,383,652]
entry-line: அமைப்பாளர் : கோ.சேது, 5/28, கிழக்குத் தெரு, பாதூர். [43,1604,337,1617]
entry-line: பாகம் – 150 : காளிமுத்து, 2/84, ஏ.எஸ்.கே.நகர், விருதுநகர். [43,577,363,591]
text-block [1156,1479,1495,1509]
text-block [412,182,751,273]
text-block [1156,1537,1495,1613]
text-block [412,659,751,750]
entry-line: அமைப்பாளர் : ப.நேசராஜ், 8/145, பழைய ஏழாயிரம்பண்ணை, அம்மணம்பாக்கம், விருதுநகர். [412,525,751,554]
entry-line: துணை அமைப்பாளர்கள்: (1) ச.பழனிசாமி, 153, மேட்டுத் தெரு, கோட்டைப்பட்டி. (2) ரா.முருகன், 2/279, கல்லாங்குத்து, மருதுபுரம், விருதுநகர். [1156,1406,1495,1450]
text-block [1156,1042,1495,1072]
entry-line: துணை அமைப்பாளர்கள்: (1) பா.கிருஷ்ணன், 3/146, நடுத்தெரு, கீழ்செம்பேடு. (2) சி.பொன்ராஜ், 1/139, தெற்குத் தெரு, கீழ்செவ்வலூர், வந்தவாசி, திருவண்ணாமலை. [1156,435,1495,479]
entry-line: அமைப்பாளர் : மு.பழனி, 92/5, வெள்ளாளர் தெரு, காரம், சுகுணா, வந்தவாசி, திருவண்ணாமலை. [1156,716,1495,745]
branch-heading: அனுமார் காலனி கிளை [887,1171,1027,1186]
text-block [43,485,383,652]
entry-line: அமைப்பாளர் : பூ.தெய்வசிகாமணி, 386, ஓட்டர் தெரு, கொவளை, வந்தவாசி, திருவண்ணாமலை. [787,1535,1127,1564]
branch-heading: மண்ணண்டப்பட்டு கிளை [137,346,289,361]
text-block [43,167,383,182]
branch-heading: பாதூர் கிளை – 2 [163,1478,264,1493]
text-block [43,1007,383,1128]
sub-heading: பாக அமைப்பாளர்கள்: [892,1617,1022,1632]
entry-line: அமைப்பாளர் : வே.விஜயகுமார், 484, சித்திரைப்பட்டு ஓடை, கீழ்செண்பகம், அழகூர். [787,635,1127,664]
entry-line: துணை அமைப்பாளர்கள்: (1) க.சுப்பிரமணி, 2/44, மார்க்கநாதபுரம், விருதுநகர். (2) கு.சின்னத்தம்பி, கிழக்குத் தெரு, மார்க்கநாதபுரம், வெம்பக்கோட்டை. (3) அ.சிவா, 50, வெள்ளாளர் தெரு, விருதுநகர். [787,1342,1127,1401]
column-2 [412,94,751,2355]
column-divider [397,94,398,2355]
entry-line: அமைப்பாளர் : சுப்பிரமணி, 5/19, கிழக்குத் தெரு, இரெட்டியபட்டி, விருதுநகர். [412,1582,751,1611]
branch-heading: இருக்கன்குடி கிளை [1268,1183,1383,1198]
branch-heading: காவேரிப்பாக்கம் கிளை [1256,1242,1395,1257]
entry-line: துணை அமைப்பாளர்கள்: (1) ரா.ஹரிகிருஷ்ணன், 242, சித்திரைப்பட்டு ஓடை, கீழ்செண்பகம். (2) ம.ஆனந்தன், 128, கோயில் தெரு, கீழ்செண்பகம். (3) செ.ஜெயம், 3/82, படிவக்கரை தெரு, வந்தவாசி, திருவண்ணாமலை. [787,665,1127,724]
entry-line: துணை அமைப்பாளர்கள்: (1) கு.ராஜா, 9/255, சிவன் தெரு, ஏழாயிரம்பண்ணை. (2) ச.கார்த்திக், 2/422, அம்பேத்கர் தெரு, விருதுநகர். (3) ஆ.ஜெயபால், 4/286, மேட்டுத் தெரு, ஏழாயிரம்பண்ணை, விருதுநகர். [412,898,751,957]
entry-line: துணை அமைப்பாளர்கள்: (1) சம்பத், 11/175, சட்டனஞ்செவல், வெம்பக்கோட்டை. (2) ஆறுமுகம், 17/24, தெற்குத் தெரு, நல்லூர், வந்தவாசி, திருவண்ணாமலை. (3) சதீஷ்குமார், 3/185, எஸ்.பி.எம். தெரு, பனையடிப்பட்டி, தாயில்பட்டி, சித்துராஜபுரம், விருதுநகர். [43,711,383,786]
entry-line: அமைப்பாளர் : சு.தேவராஜ், 52, நடுத்தெரு, பாதூர், வந்தவாசி. [43,1500,373,1513]
entry-line: துணை அமைப்பாளர்கள்: (1) க.சுரேஷ், 2/77, நடுத்தெரு, வடக்குத் தெரு, விருதுநகர். (2) மா.சிவா, 3/31, சுப்பையா தெரு, வெம்பக்கோட்டை, விருதுநகர். [1156,1131,1495,1175]
masthead [0,0,1543,86]
text-block [1156,1375,1495,1451]
entry-line: துணை அமைப்பாளர்கள்: (1) சுப்பையா, 3/220, பனையடிப்பட்டி, தாயில்பட்டி, விருதுநகர். (2) ச.தமிழ்வேல், 2/107, பச்சையாபுரம், தாயில்பட்டி, விருதுநகர். (3) பெ.ஜெயராஜ், 3-170, எட்டிநாயக்கன்பட்டி, விருதுநகர். [43,398,383,457]
branch-heading: எம்பாக்கம் கிளை [161,1671,265,1686]
text-block [412,986,751,1062]
entry-line: அமைப்பாளர் : ச.ஜெயபால், 116, கிருஷ்ணாபுரம், துங்காரெட்டியாபுரம், விருதுநகர். [1156,123,1495,152]
entry-line: பாகம் – 200 : அ.வெங்கடேஷ், தெற்குத் தெரு, கீழ்ச்செவ்வலூர், மாம்பட்டு, வந்தவாசி. [1156,685,1495,714]
entry-line: துணை அமைப்பாளர்கள்: (1) ச.குமார், 11/8, ஓட்டர்த் தெரு, கொவளை. (2) ஏ.பாண்டியன், 11/74, கீழ்த் தெரு, கொவளை, வந்தவாசி, திருவண்ணாமலை. [787,1565,1127,1609]
entry-line: அமைப்பாளர் : ப.மோகன்ராஜ், 1/96, பள்ளித் தெரு, அம்மணம்பாக்கம், விருதுநகர். [412,659,751,688]
entry-line: துணை அமைப்பாளர்கள்: (1) ந.மோகன், 2/149, காளியம்மன் கோயில் தெரு, வெள்ளாத்தூர். (2) பெ.நடராஜன், 27, மாரியம்மன் கோயில் தெரு, நல்லூர், வந்தவாசி. (3) அண்ணாமலை, 261, இரெட்டியபட்டி, விருதுநகர். [412,1493,751,1552]
sub-heading: பாக அமைப்பாளர்கள்: [148,465,278,480]
entry-line: துணை அமைப்பாளர்கள்: (1) கு.விஜயகுமார், 189, பிள்ளையார் கோயில் தெரு, மூடுர், நல்லூர், வந்தவாசி. (2) மருதுபா, 238, மாரியம்மன் கோயில் தெரு, மூடுர், நல்லூர், வந்தவாசி, திருவண்ணாமலை. (3) பா.வீரமணி, மாரியம்மன் கோயில் தெரு, மூடுர், நல்லூர், வந்தவாசி, திருவண்ணாமலை. [43,846,383,920]
entry-line: அமைப்பாளர் : சுந்தர், 3, மேட்டுத் தெரு, கல்லாங்குத்து, மருதுபுரம். [1156,1538,1495,1567]
